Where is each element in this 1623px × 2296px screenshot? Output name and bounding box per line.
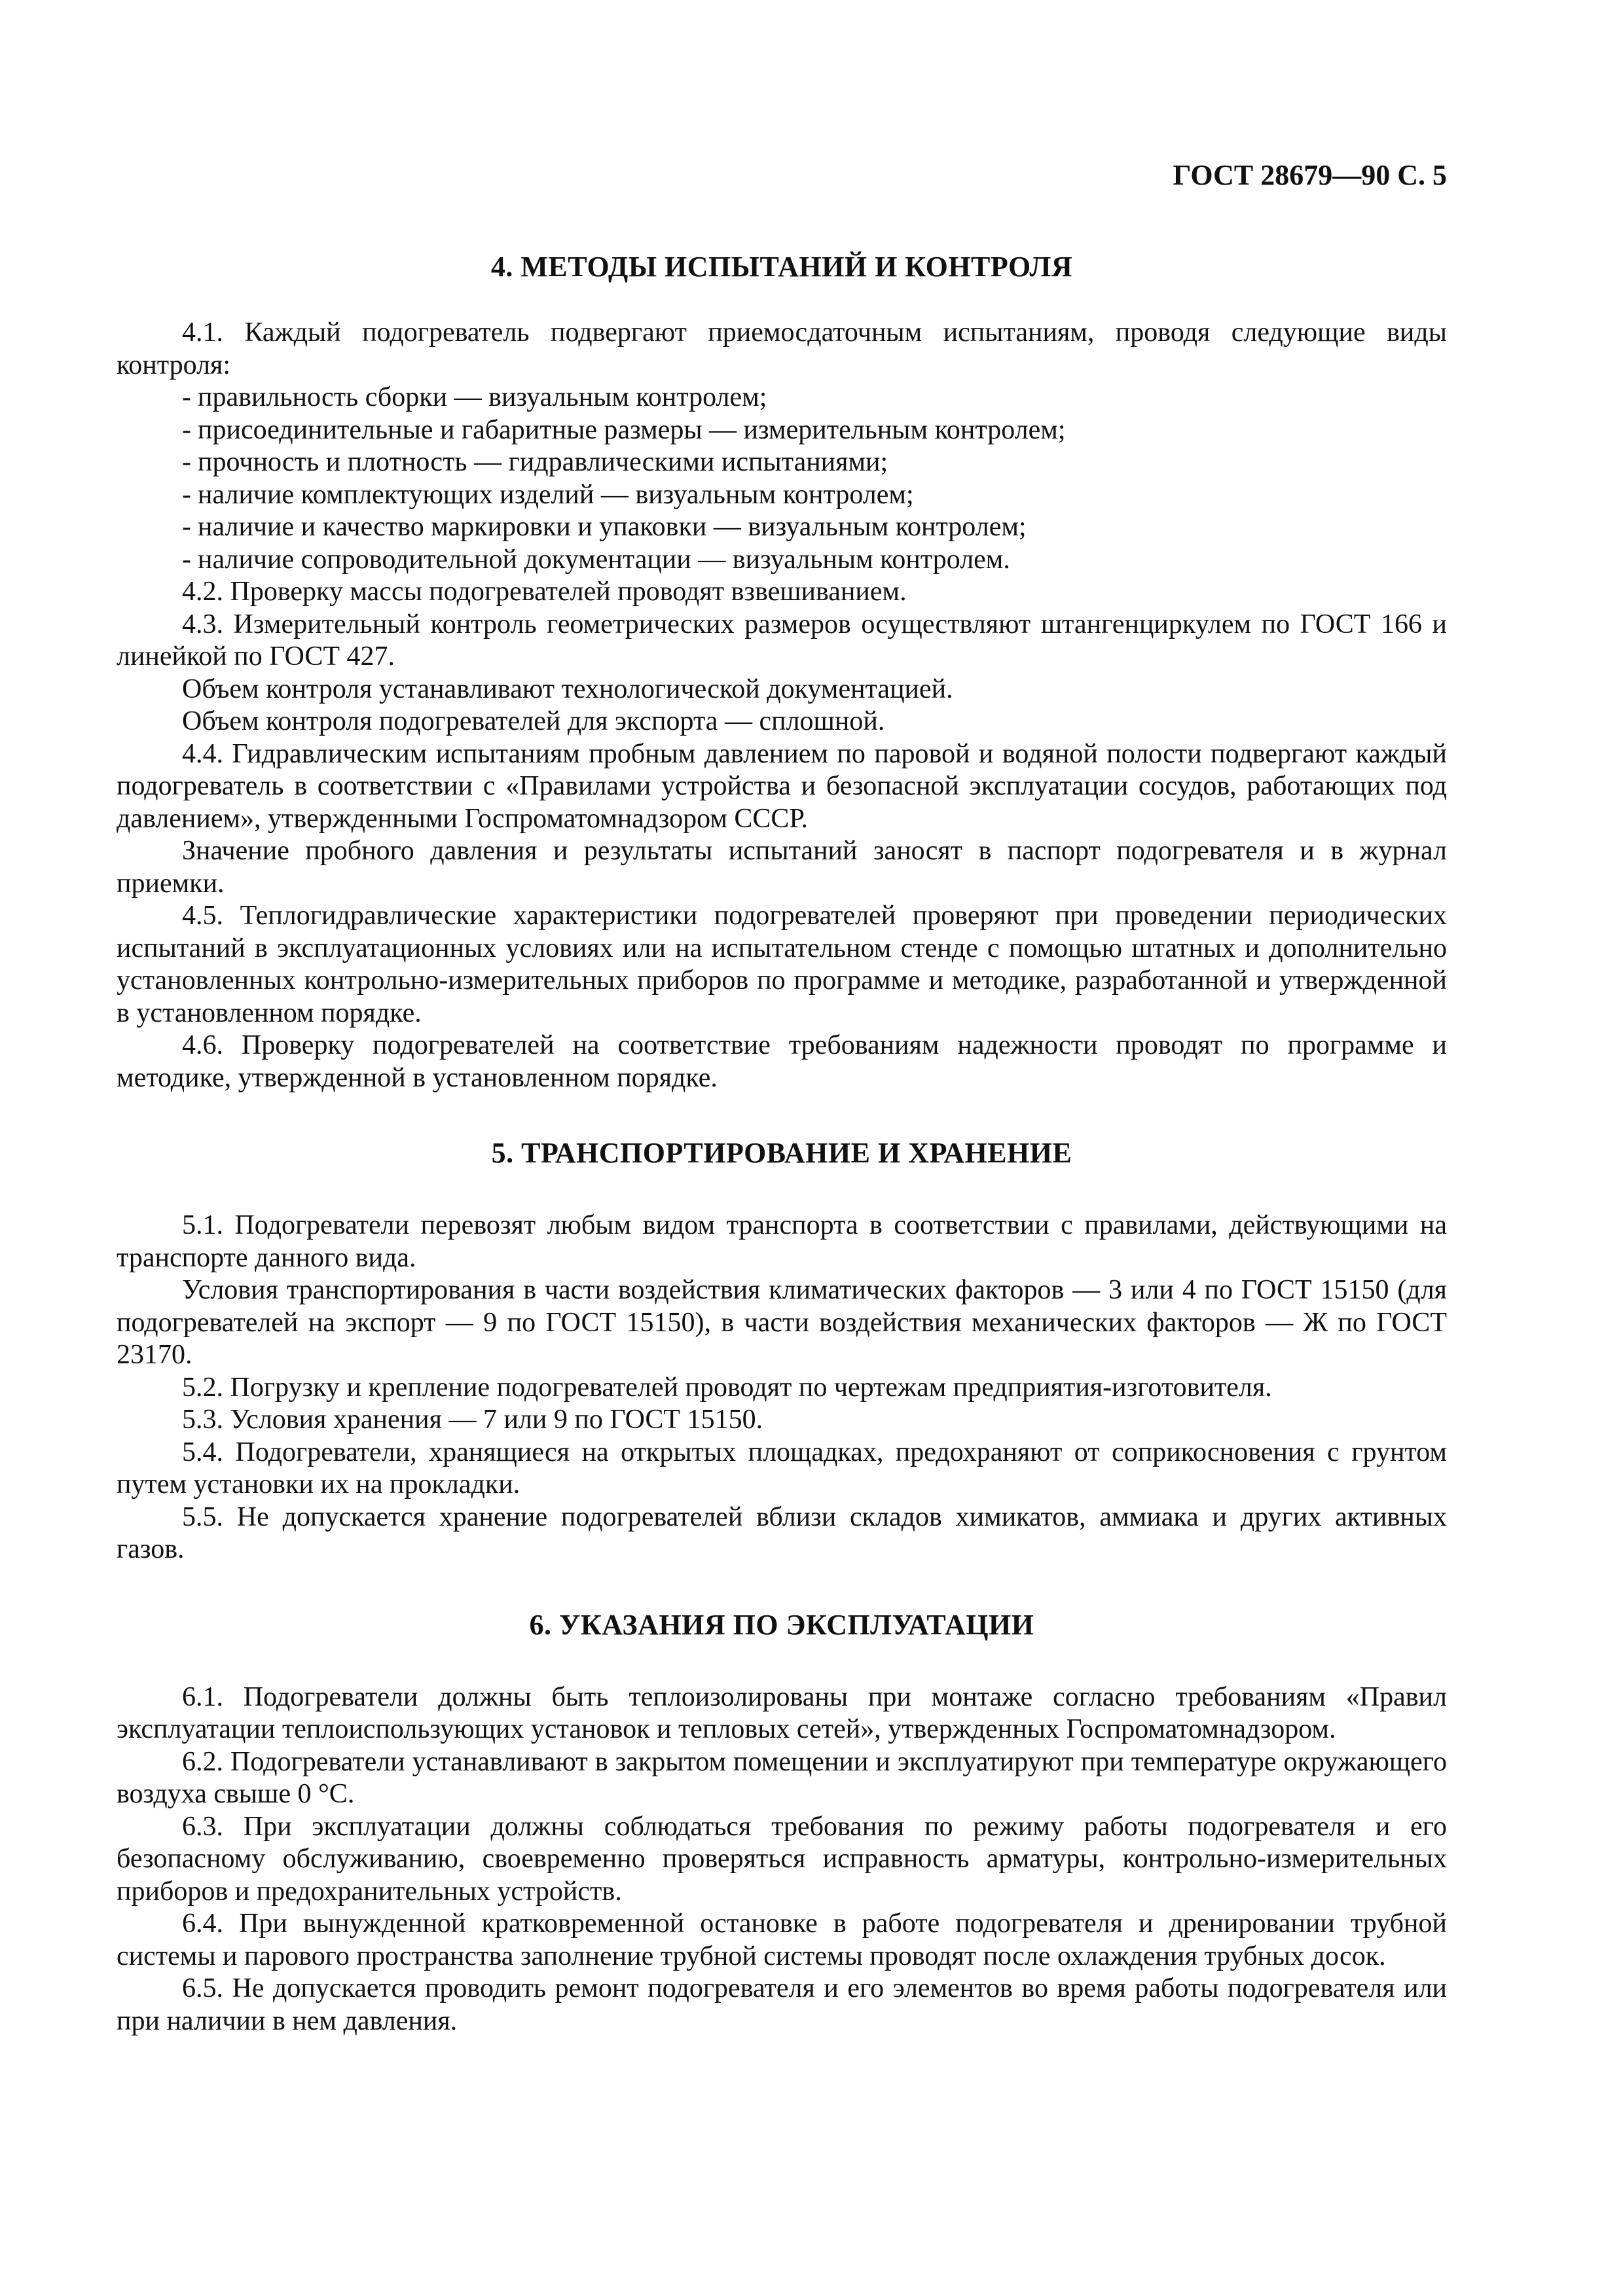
section-5 — [117, 1135, 1447, 1566]
list-item — [117, 414, 1447, 447]
section-title: 4. МЕТОДЫ ИСПЫТАНИЙ И КОНТРОЛЯ — [490, 251, 1073, 283]
list-marker: - — [182, 414, 191, 445]
section-4 — [117, 249, 1447, 1094]
paragraph-4-4: 4.4. Гидравлическим испытаниям пробным давлением по паровой и водяной полости подвергают каждый подогреватель в соответствии с «Правилами устройства и безопасной эксплуатации сосудов, работающих под давлением», утвержденными Госпроматомнадзором СССР. — [117, 738, 1447, 834]
paragraph-6-4: 6.4. При вынужденной кратковременной остановке в работе подогревателя и дренировании трубной системы и парового пространства заполнение трубной системы проводят после охлаждения трубных досок. — [117, 1909, 1447, 1971]
section-title: 5. ТРАНСПОРТИРОВАНИЕ И ХРАНЕНИЕ — [491, 1137, 1072, 1169]
paragraph-5-1: 5.1. Подогреватели перевозят любым видом транспорта в соответствии с правилами, действующими на транспорте данного вида. — [117, 1210, 1447, 1273]
paragraph-5-3: 5.3. Условия хранения — 7 или 9 по ГОСТ 15150. — [182, 1405, 763, 1435]
paragraph-4-1: 4.1. Каждый подогреватель подвергают приемосдаточным испытаниям, проводя следующие виды контроля: — [117, 317, 1447, 380]
list-item-text: наличие комплектующих изделий — визуальным контролем; — [198, 479, 914, 510]
list-item — [117, 544, 1447, 577]
list-item-text: наличие сопроводительной документации — визуальным контролем. — [198, 544, 1010, 575]
paragraph-4-3: 4.3. Измерительный контроль геометрических размеров осуществляют штангенциркулем по ГОСТ 166 и линейкой по ГОСТ 427. — [117, 609, 1447, 672]
paragraph-6-5: 6.5. Не допускается проводить ремонт подогревателя и его элементов во время работы подогревателя или при наличии в нем давления. — [117, 1973, 1447, 2036]
paragraph-5-5: 5.5. Не допускается хранение подогревателей вблизи складов химикатов, аммиака и других активных газов. — [117, 1501, 1447, 1564]
list-item — [117, 446, 1447, 479]
page-header: ГОСТ 28679—90 С. 5 — [1173, 159, 1447, 191]
list-item-text: прочность и плотность — гидравлическими испытаниями; — [198, 447, 888, 477]
list-item — [117, 382, 1447, 414]
list-marker: - — [182, 479, 191, 510]
paragraph-4-4-pressure: Значение пробного давления и результаты испытаний заносят в паспорт подогревателя и в журнал приемки. — [117, 836, 1447, 899]
paragraph-4-3-scope: Объем контроля устанавливают технологической документацией. — [182, 673, 953, 704]
paragraph-4-3-export: Объем контроля подогревателей для экспорта — сплошной. — [182, 706, 885, 736]
paragraph-5-4: 5.4. Подогреватели, хранящиеся на открытых площадках, предохраняют от соприкосновения с грунтом путем установки их на прокладки. — [117, 1437, 1447, 1499]
list-item-text: присоединительные и габаритные размеры — измерительным контролем; — [198, 414, 1066, 445]
document-body — [117, 249, 1447, 2037]
paragraph-5-1-conditions: Условия транспортирования в части воздействия климатических факторов — 3 или 4 по ГОСТ 15150 (для подогревателей на экспорт — 9 по ГОСТ 15150), в части воздействия механических факторов — Ж по ГОСТ 23170. — [117, 1275, 1447, 1370]
list-marker: - — [182, 382, 191, 412]
list-marker: - — [182, 512, 191, 542]
list-marker: - — [182, 544, 191, 575]
section-6 — [117, 1607, 1447, 2038]
paragraph-6-2: 6.2. Подогреватели устанавливают в закрытом помещении и эксплуатируют при температуре окружающего воздуха свыше 0 °С. — [117, 1746, 1447, 1809]
paragraph-6-1: 6.1. Подогреватели должны быть теплоизолированы при монтаже согласно требованиям «Правил эксплуатации теплоиспользующих установок и тепловых сетей», утвержденных Госпроматомнадзором. — [117, 1681, 1447, 1744]
paragraph-5-2: 5.2. Погрузку и крепление подогревателей проводят по чертежам предприятия-изготовителя. — [182, 1372, 1272, 1403]
list-item — [117, 479, 1447, 512]
list-item-text: наличие и качество маркировки и упаковки — визуальным контролем; — [198, 512, 1027, 542]
document-page — [117, 0, 1447, 2296]
section-title: 6. УКАЗАНИЯ ПО ЭКСПЛУАТАЦИИ — [529, 1608, 1034, 1641]
list-item — [117, 511, 1447, 544]
paragraph-6-3: 6.3. При эксплуатации должны соблюдаться требования по режиму работы подогревателя и его безопасному обслуживанию, своевременно проверяться исправность арматуры, контрольно-измерительных приборов и предохранительных устройств. — [117, 1811, 1447, 1907]
paragraph-4-2: 4.2. Проверку массы подогревателей проводят взвешиванием. — [182, 577, 907, 607]
list-item-text: правильность сборки — визуальным контролем; — [198, 382, 767, 412]
control-types-list — [117, 382, 1447, 576]
paragraph-4-5: 4.5. Теплогидравлические характеристики подогревателей проверяют при проведении периодических испытаний в эксплуатационных условиях или на испытательном стенде с помощью штатных и дополнительно установленных контрольно-измерительных приборов по программе и методике, разработанной и утвержденной в установленном порядке. — [117, 901, 1447, 1028]
paragraph-4-6: 4.6. Проверку подогревателей на соответствие требованиям надежности проводят по программе и методике, утвержденной в установленном порядке. — [117, 1030, 1447, 1093]
list-marker: - — [182, 447, 191, 477]
